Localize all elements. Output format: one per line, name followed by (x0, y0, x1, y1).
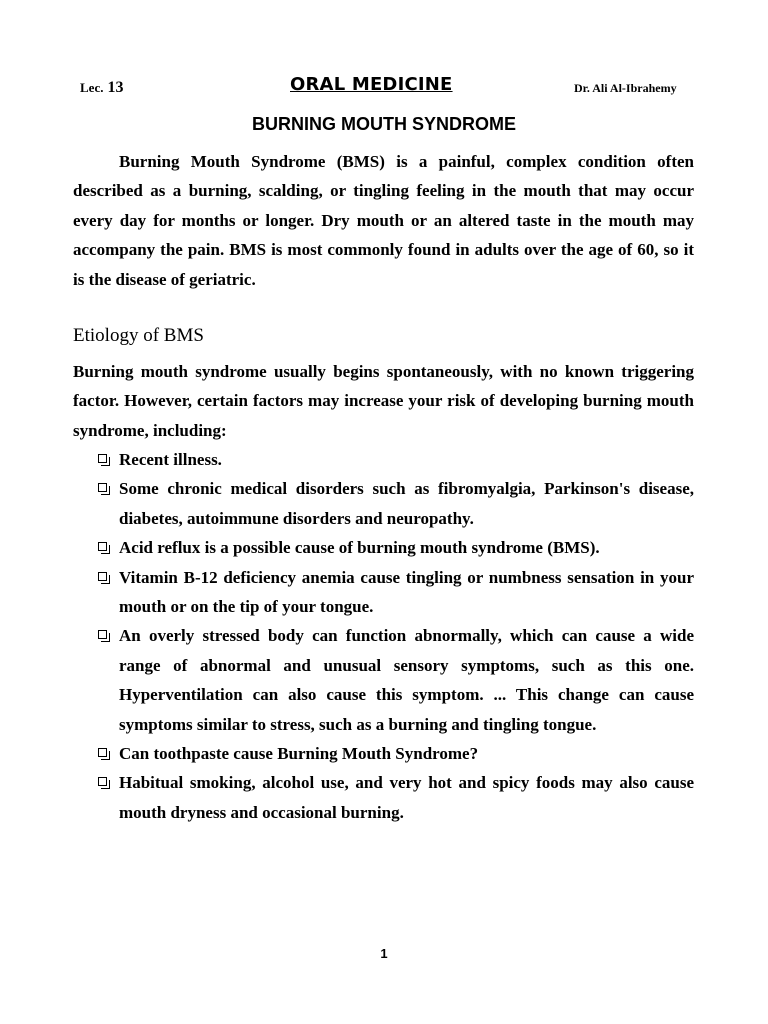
list-item: Habitual smoking, alcohol use, and very hot and spicy foods may also cause mouth dryness and occasional burning. (98, 768, 694, 827)
checkbox-bullet-icon (98, 483, 107, 492)
checkbox-bullet-icon (98, 777, 107, 786)
etiology-paragraph: Burning mouth syndrome usually begins spontaneously, with no known triggering factor. However, certain factors may increase your risk of developing burning mouth syndrome, including: (73, 362, 694, 440)
author-name: Dr. Ali Al-Ibrahemy (574, 81, 677, 95)
list-item: An overly stressed body can function abnormally, which can cause a wide range of abnormal and unusual sensory symptoms, such as this one. Hyperventilation can also cause this symptom. ... This change can cause symptoms similar to stress, such as a burning and tingling tongue. (98, 621, 694, 739)
checkbox-bullet-icon (98, 454, 107, 463)
list-item: Acid reflux is a possible cause of burning mouth syndrome (BMS). (98, 533, 694, 562)
checkbox-bullet-icon (98, 542, 107, 551)
lecture-label: Lec. 13 (80, 79, 124, 96)
list-item: Vitamin B-12 deficiency anemia cause tingling or numbness sensation in your mouth or on the tip of your tongue. (98, 563, 694, 622)
list-item: Can toothpaste cause Burning Mouth Syndrome? (98, 739, 694, 768)
lecture-number: 13 (107, 79, 124, 96)
checkbox-bullet-icon (98, 630, 107, 639)
list-item: Recent illness. (98, 445, 694, 474)
page-header (80, 74, 690, 104)
etiology-heading: Etiology of BMS (73, 325, 204, 346)
checkbox-bullet-icon (98, 748, 107, 757)
checkbox-bullet-icon (98, 572, 107, 581)
page-number: 1 (380, 946, 388, 961)
risk-factor-list (98, 445, 694, 827)
list-item: Some chronic medical disorders such as fibromyalgia, Parkinson's disease, diabetes, autoimmune disorders and neuropathy. (98, 474, 694, 533)
document-title: BURNING MOUTH SYNDROME (252, 114, 516, 134)
intro-paragraph: Burning Mouth Syndrome (BMS) is a painful, complex condition often described as a burning, scalding, or tingling feeling in the mouth that may occur every day for months or longer. Dry mouth or an altered taste in the mouth may accompany the pain. BMS is most commonly found in adults over the age of 60, so it is the disease of geriatric. (73, 152, 694, 289)
course-title: ORAL MEDICINE (290, 74, 453, 95)
